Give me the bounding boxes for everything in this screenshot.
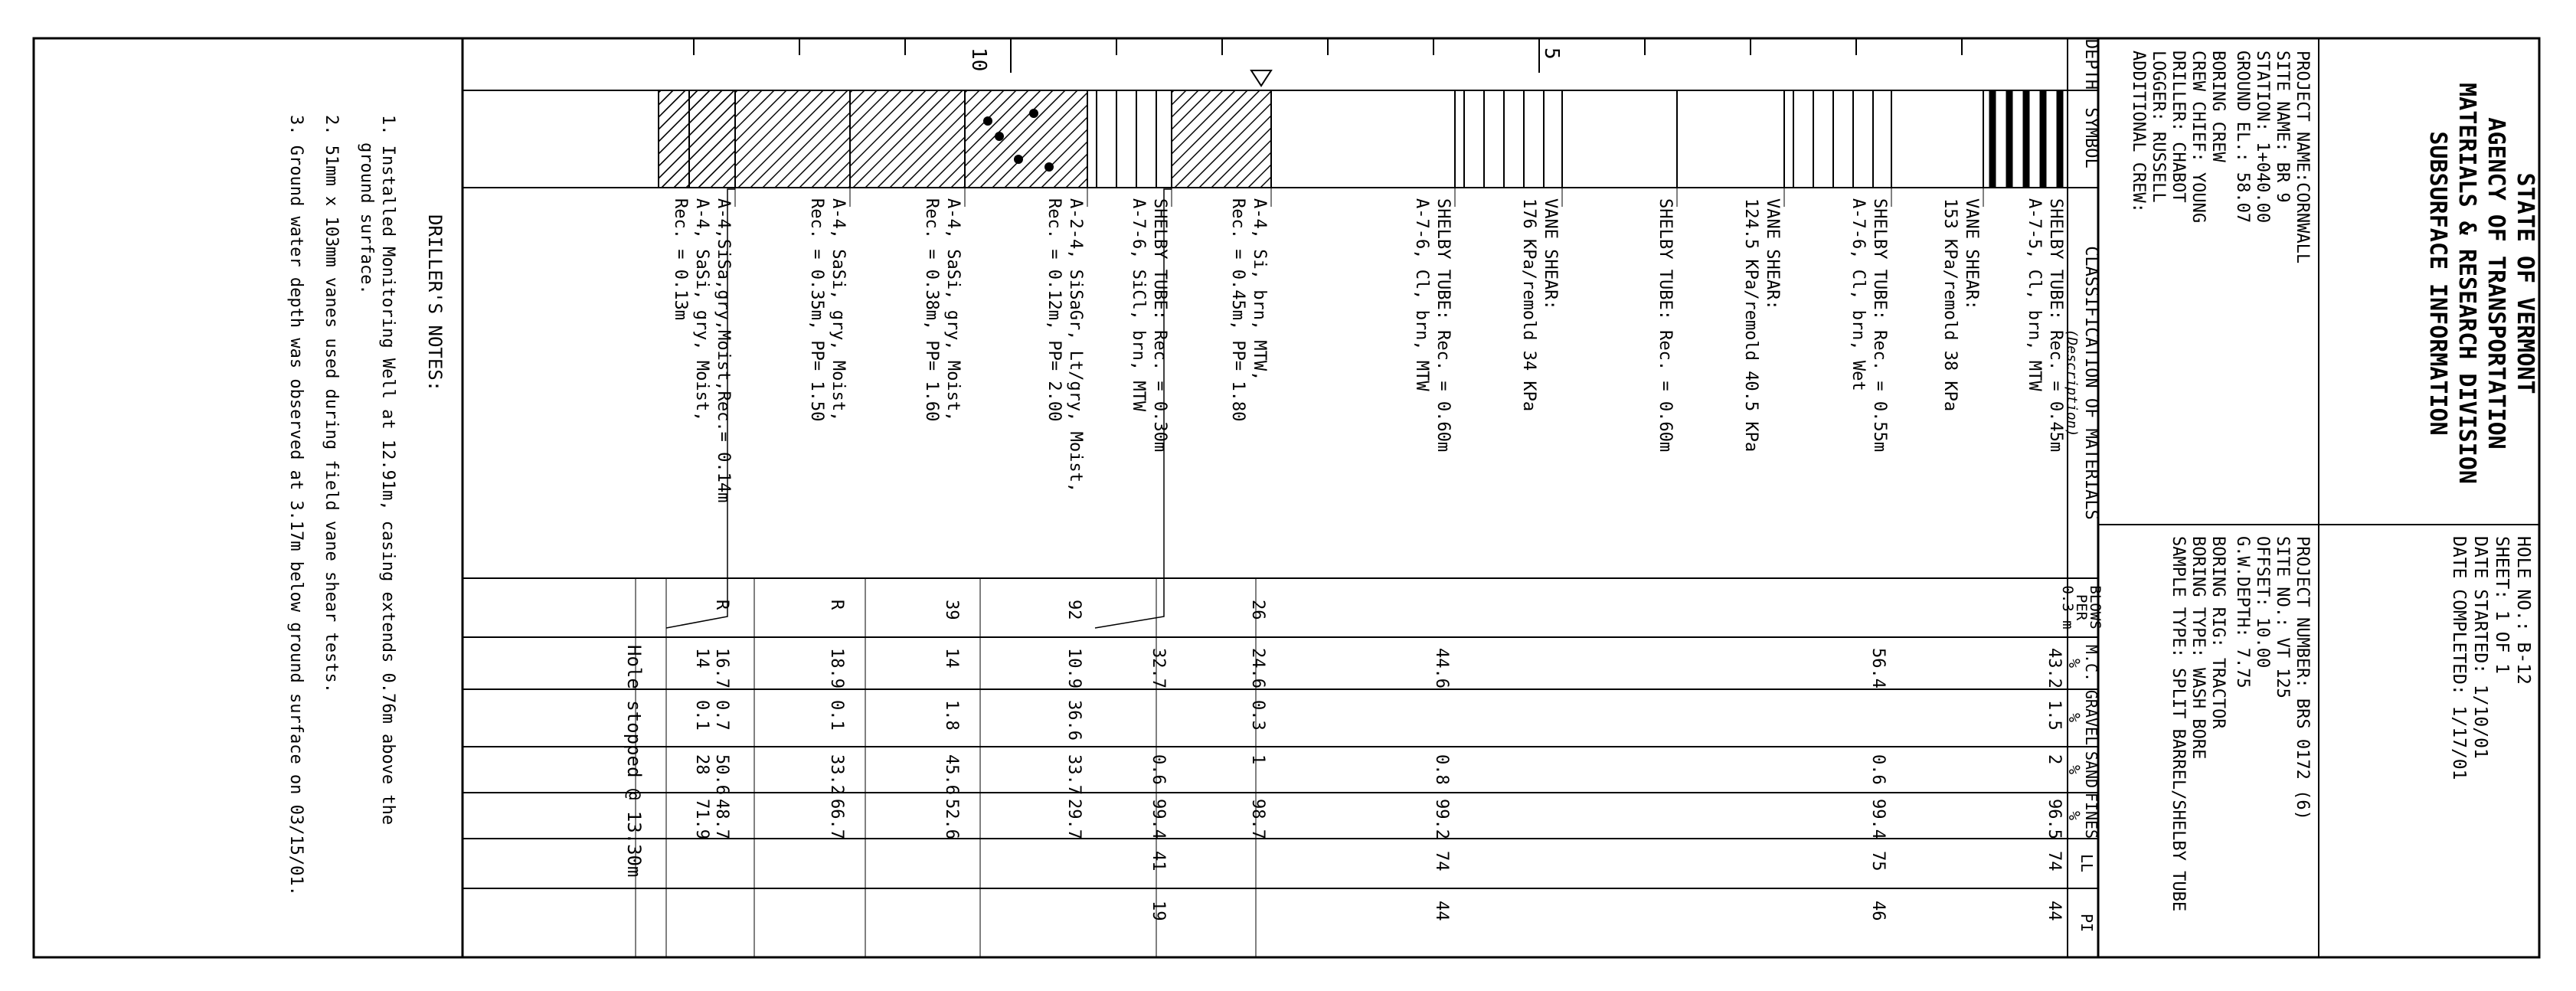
row-2-sand: 0.6 <box>1868 754 1888 785</box>
row-7-mc: 24.6 <box>1248 648 1267 688</box>
title-subsurface: SUBSURFACE INFORMATION <box>2424 131 2451 436</box>
row-7-blows: 26 <box>1248 600 1267 620</box>
row-12-gravel: 0.7 <box>712 700 731 731</box>
row-10-classification-2: Rec. = 0.38m, PP= 1.60 <box>922 198 941 422</box>
row-2-classification-2: A-7-6, Cl, brn, Wet <box>1849 198 1868 391</box>
row-10-fines: 52.6 <box>942 799 961 839</box>
symbol-shelby <box>1097 90 1156 188</box>
column-pi: PI <box>2077 913 2096 933</box>
row-7-fines: 98.7 <box>1248 799 1267 839</box>
row-6-mc: 44.6 <box>1432 648 1451 688</box>
hole-no: HOLE NO.: B-12 <box>2513 536 2533 685</box>
row-0-fines: 96.5 <box>2045 799 2064 839</box>
row-11-mc: 18.9 <box>827 648 846 688</box>
date-started: DATE STARTED: 1/10/01 <box>2470 536 2490 759</box>
column-ll: LL <box>2077 853 2096 873</box>
note-2: 2. 51mm x 103mm vanes used during field vane shear tests. <box>322 115 341 693</box>
row-9-mc: 10.9 <box>1064 648 1084 688</box>
column-sand-unit: % <box>2065 764 2084 775</box>
row-12-fines: 48.7 <box>712 799 731 839</box>
row-12-gravel-2: 0.1 <box>692 700 711 731</box>
row-5-classification-1: VANE SHEAR: <box>1541 198 1560 310</box>
driller: DRILLER: CHABOT <box>2169 51 2188 203</box>
boring-crew: BORING CREW <box>2208 51 2228 162</box>
symbol-shelby <box>1464 90 1544 188</box>
row-7-sand: 1 <box>1248 754 1267 765</box>
column-blows-1: BLOWS <box>2087 585 2104 630</box>
row-12-classification-3: Rec. = 0.13m <box>671 198 690 320</box>
sheet-no: SHEET: 1 OF 1 <box>2492 536 2512 675</box>
row-10-sand: 45.6 <box>942 754 961 795</box>
row-6-ll: 74 <box>1432 851 1451 872</box>
row-12-sand: 50.6 <box>712 754 731 795</box>
row-12-blows: R <box>712 600 731 610</box>
boring-rig: BORING RIG: TRACTOR <box>2208 536 2228 729</box>
site-name: SITE NAME: BR 9 <box>2273 51 2292 203</box>
note-3: 3. Ground water depth was observed at 3.17m below ground surface on 03/15/01. <box>286 115 306 896</box>
row-6-pi: 44 <box>1432 901 1451 921</box>
crew-chief: CREW CHIEF: YOUNG <box>2189 51 2208 224</box>
column-depth: DEPTH <box>2081 38 2100 90</box>
row-4-classification-1: SHELBY TUBE: Rec. = 0.60m <box>1656 198 1675 453</box>
column-fines: FINES <box>2082 792 2100 839</box>
row-0-pi: 44 <box>2045 901 2064 921</box>
depth-label-10: 10 <box>967 47 990 72</box>
row-12-classification-1: A-4,SiSa,gry,Moist,Rec.= 0.14m <box>714 198 733 503</box>
column-blows-3: 0.3 m <box>2059 585 2076 630</box>
project-name: PROJECT NAME:CORNWALL <box>2293 51 2312 264</box>
row-9-sand: 33.7 <box>1064 754 1084 795</box>
column-classification-sub: (Description) <box>2064 329 2080 437</box>
sample-type: SAMPLE TYPE: SPLIT BARREL/SHELBY TUBE <box>2169 536 2188 912</box>
row-11-sand: 33.2 <box>827 754 846 795</box>
project-number: PROJECT NUMBER: BRS 0172 (6) <box>2293 536 2312 820</box>
offset: OFFSET: 10.00 <box>2253 536 2272 669</box>
title-state: STATE OF VERMONT <box>2512 172 2538 394</box>
water-table-marker <box>1251 70 1271 86</box>
row-0-classification-1: SHELBY TUBE: Rec. = 0.45m <box>2046 198 2065 453</box>
row-1-classification-2: 153 KPa/remold 38 KPa <box>1940 198 1960 412</box>
title-agency: AGENCY OF TRANSPORTATION <box>2483 117 2509 450</box>
logger: LOGGER: RUSSELL <box>2149 51 2168 203</box>
row-0-sand: 2 <box>2045 754 2064 765</box>
note-1a: 1. Installed Monitoring Well at 12.91m, casing extends 0.76m above the <box>378 115 397 826</box>
note-1b: ground surface. <box>357 142 376 295</box>
row-0-gravel: 1.5 <box>2045 700 2064 731</box>
row-11-fines: 66.7 <box>827 799 846 839</box>
row-12-fines-2: 71.9 <box>692 799 711 839</box>
row-7-classification-2: Rec. = 0.45m, PP= 1.80 <box>1228 198 1247 422</box>
column-fines-unit: % <box>2065 810 2084 821</box>
depth-label-5: 5 <box>1540 47 1563 60</box>
column-sand: SAND <box>2082 751 2100 789</box>
column-gravel-unit: % <box>2065 712 2084 723</box>
row-1-classification-1: VANE SHEAR: <box>1962 198 1981 310</box>
symbol-shelby <box>1793 90 1873 188</box>
column-blows-2: PER <box>2073 594 2090 621</box>
row-5-classification-2: 176 KPa/remold 34 KPa <box>1519 198 1538 412</box>
row-6-classification-2: A-7-6, Cl, brn, MTW <box>1412 198 1431 391</box>
row-8-sand: 0.6 <box>1149 754 1168 785</box>
row-2-classification-1: SHELBY TUBE: Rec. = 0.55m <box>1870 198 1889 453</box>
row-0-mc: 43.2 <box>2045 648 2064 688</box>
row-8-mc: 32.7 <box>1149 648 1168 688</box>
hole-stopped: Hole stopped @ 13.30m <box>623 645 645 878</box>
symbol-gravel-hatch <box>858 90 1188 188</box>
row-9-fines: 29.7 <box>1064 799 1084 839</box>
row-11-gravel: 0.1 <box>827 700 846 731</box>
row-7-gravel: 0.3 <box>1248 700 1267 731</box>
row-2-pi: 46 <box>1868 901 1888 921</box>
column-mc-unit: % <box>2065 658 2084 669</box>
row-0-ll: 74 <box>2045 851 2064 872</box>
row-8-classification-2: A-7-6, SiCl, brn, MTW <box>1129 198 1148 412</box>
date-completed: DATE COMPLETED: 1/17/01 <box>2449 536 2469 780</box>
row-9-classification-2: Rec. = 0.12m, PP= 2.00 <box>1044 198 1064 422</box>
row-8-fines: 99.4 <box>1149 799 1168 839</box>
column-gravel: GRAVEL <box>2082 689 2100 746</box>
row-2-fines: 99.4 <box>1868 799 1888 839</box>
row-6-classification-1: SHELBY TUBE: Rec. = 0.60m <box>1433 198 1453 453</box>
row-10-classification-1: A-4, SaSi, gry, Moist, <box>943 198 963 422</box>
row-12-mc-2: 14 <box>692 648 711 669</box>
column-mc: M.C. <box>2082 644 2100 682</box>
symbol-sand-silt-hatch <box>743 90 1073 188</box>
column-symbol: SYMBOL <box>2081 107 2100 168</box>
row-8-pi: 19 <box>1149 901 1168 921</box>
row-10-mc: 14 <box>942 648 961 669</box>
station: STATION: 1+040.00 <box>2253 51 2272 224</box>
symbol-shelby-dense <box>1992 90 2060 188</box>
column-classification: CLASSIFICATION OF MATERIALS <box>2081 246 2100 520</box>
row-9-classification-1: A-2-4, SiSaGr, Lt/gry, Moist, <box>1066 198 1085 493</box>
additional-crew: ADDITIONAL CREW: <box>2129 51 2148 213</box>
row-3-classification-2: 124.5 KPa/remold 40.5 KPa <box>1741 198 1760 453</box>
row-6-fines: 99.2 <box>1432 799 1451 839</box>
row-9-blows: 92 <box>1064 600 1084 620</box>
row-0-classification-2: A-7-5, Cl, brn, MTW <box>2025 198 2044 391</box>
row-11-classification-1: A-4, SaSi, gry, Moist, <box>829 198 848 422</box>
row-6-sand: 0.8 <box>1432 754 1451 785</box>
symbol-sand-silt-hatch <box>628 90 958 188</box>
row-10-gravel: 1.8 <box>942 700 961 731</box>
gw-depth: G.W.DEPTH: 7.75 <box>2233 536 2252 688</box>
symbol-silt-hatch <box>1064 90 1382 188</box>
row-2-mc: 56.4 <box>1868 648 1888 688</box>
boring-type: BORING TYPE: WASH BORE <box>2189 536 2208 760</box>
row-2-ll: 75 <box>1868 851 1888 872</box>
row-10-blows: 39 <box>942 600 961 620</box>
row-12-mc: 16.7 <box>712 648 731 688</box>
row-7-classification-1: A-4, Si, brn, MTW, <box>1250 198 1269 381</box>
title-division: MATERIALS & RESEARCH DIVISION <box>2453 83 2480 484</box>
ground-elevation: GROUND EL.: 58.07 <box>2233 51 2252 224</box>
row-12-sand-2: 28 <box>692 754 711 775</box>
row-11-blows: R <box>827 600 846 610</box>
row-12-classification-2: A-4, SaSi, gry, Moist, <box>692 198 711 422</box>
site-no: SITE NO.: VT 125 <box>2273 536 2292 698</box>
row-11-classification-2: Rec. = 0.35m, PP= 1.50 <box>807 198 826 422</box>
row-3-classification-1: VANE SHEAR: <box>1763 198 1782 310</box>
row-8-classification-1: SHELBY TUBE: Rec. = 0.30m <box>1150 198 1169 453</box>
row-9-gravel: 36.6 <box>1064 700 1084 741</box>
row-8-ll: 41 <box>1149 851 1168 872</box>
notes-heading: DRILLER'S NOTES: <box>424 214 446 392</box>
